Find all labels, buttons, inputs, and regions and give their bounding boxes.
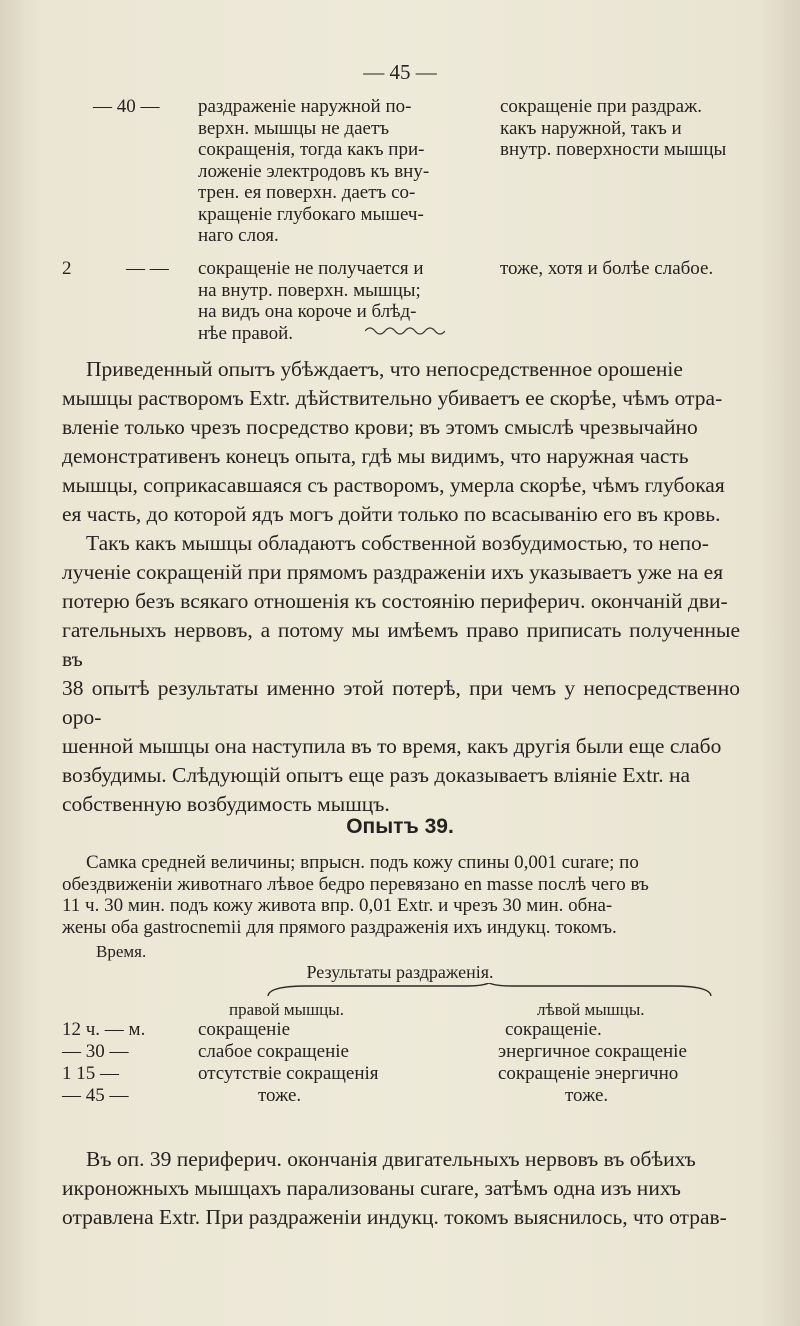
experiment-heading: Опытъ 39. bbox=[346, 815, 454, 838]
row2-dash: — — bbox=[126, 258, 169, 279]
squiggle-divider-icon bbox=[365, 325, 445, 337]
row1-right-text bbox=[500, 96, 770, 161]
results-label: Результаты раздраженія. bbox=[306, 962, 494, 982]
table-cell-right: слабое сокращеніе bbox=[198, 1041, 349, 1062]
text-line: 11 ч. 30 мин. подъ кожу живота впр. 0,01 Extr. и чрезъ 30 мин. обна- bbox=[62, 895, 613, 916]
text-line: наго слоя. bbox=[198, 225, 279, 246]
table-cell-left: сокращеніе. bbox=[505, 1019, 602, 1040]
paragraph-line: потерю безъ всякаго отношенія къ состоянію периферич. окончаній дви- bbox=[62, 589, 728, 613]
paragraph-line: 38 опытѣ результаты именно этой потерѣ, при чемъ у непосредственно оро- bbox=[62, 676, 740, 729]
row1-left-text bbox=[198, 96, 498, 247]
main-paragraph bbox=[62, 355, 740, 819]
paragraph-line: шенной мышцы она наступила въ то время, какъ другія были еще слабо bbox=[62, 734, 722, 758]
table-row-time: — 30 — bbox=[62, 1041, 129, 1062]
table-row-time: — 45 — bbox=[62, 1085, 129, 1106]
paragraph-line: отравлена Extr. При раздраженіи индукц. токомъ выяснилось, что отрав- bbox=[62, 1205, 727, 1229]
table-row-time: 12 ч. — м. bbox=[62, 1019, 146, 1040]
table-cell-left: энергичное сокращеніе bbox=[498, 1041, 687, 1062]
right-muscle-header: правой мышцы. bbox=[229, 1000, 344, 1019]
left-muscle-header: лѣвой мышцы. bbox=[537, 1000, 645, 1019]
paragraph-line: икроножныхъ мышцахъ парализованы curare, затѣмъ одна изъ нихъ bbox=[62, 1176, 681, 1200]
row2-number: 2 bbox=[62, 258, 72, 279]
final-paragraph bbox=[62, 1145, 740, 1232]
text-line: ложеніе электродовъ къ вну- bbox=[198, 160, 430, 182]
table-cell-left: сокращеніе энергично bbox=[498, 1063, 679, 1084]
text-line: тоже, хотя и болѣе слабое. bbox=[500, 258, 714, 279]
paragraph-line: Въ оп. 39 периферич. окончанія двигательныхъ нервовъ въ обѣихъ bbox=[86, 1147, 696, 1171]
text-line: обездвиженіи животнаго лѣвое бедро перевязано en masse послѣ чего въ bbox=[62, 873, 649, 895]
paragraph-line: мышцы, соприкасавшаяся съ растворомъ, умерла скорѣе, чѣмъ глубокая bbox=[62, 473, 725, 497]
table-cell-right: отсутствіе сокращенія bbox=[198, 1063, 379, 1084]
row1-number: — 40 — bbox=[93, 96, 160, 117]
text-line: какъ наружной, такъ и bbox=[500, 117, 682, 139]
paragraph-line: Такъ какъ мышцы обладаютъ собственной возбудимостью, то непо- bbox=[86, 531, 709, 555]
paragraph-line: вленіе только чрезъ посредство крови; въ этомъ смыслѣ чрезвычайно bbox=[62, 415, 698, 439]
brace-icon bbox=[267, 983, 712, 997]
table-row-time: 1 15 — bbox=[62, 1063, 119, 1084]
paragraph-line: мышцы растворомъ Extr. дѣйствительно убиваетъ ее скорѣе, чѣмъ отра- bbox=[62, 386, 723, 410]
paragraph-line: лученіе сокращеній при прямомъ раздраженіи ихъ указываетъ уже на ея bbox=[62, 560, 724, 584]
text-line: сокращенія, тогда какъ при- bbox=[198, 139, 425, 160]
text-line: Самка средней величины; впрысн. подъ кожу спины 0,001 curare; по bbox=[86, 852, 639, 873]
text-line: сокращеніе не получается и bbox=[198, 258, 424, 279]
time-label: Время. bbox=[96, 942, 147, 961]
text-line: трен. ея поверхн. даетъ со- bbox=[198, 182, 416, 203]
paragraph-line: собственную возбудимость мышцъ. bbox=[62, 792, 390, 816]
row2-left-text bbox=[198, 258, 498, 344]
text-line: на видъ она короче и блѣд- bbox=[198, 301, 417, 322]
table-cell-right: тоже. bbox=[258, 1085, 302, 1106]
text-line: жены оба gastrocnemii для прямого раздраженія ихъ индукц. токомъ. bbox=[62, 916, 617, 938]
page-number: — 45 — bbox=[363, 60, 437, 84]
text-line: на внутр. поверхн. мышцы; bbox=[198, 279, 421, 301]
text-line: кращеніе глубокаго мышеч- bbox=[198, 203, 424, 225]
row2-right-text bbox=[500, 258, 770, 280]
text-line: раздраженіе наружной по- bbox=[198, 96, 412, 117]
paragraph-line: гательныхъ нервовъ, а потому мы имѣемъ право приписать полученные въ bbox=[62, 618, 740, 671]
paragraph-line: возбудимы. Слѣдующій опытъ еще разъ доказываетъ вліяніе Extr. на bbox=[62, 763, 691, 787]
table-cell-right: сокращеніе bbox=[198, 1019, 291, 1040]
text-line: верхн. мышцы не даетъ bbox=[198, 117, 390, 139]
text-line: внутр. поверхности мышцы bbox=[500, 139, 727, 160]
table-cell-left: тоже. bbox=[565, 1085, 609, 1106]
text-line: нѣе правой. bbox=[198, 322, 294, 344]
paragraph-line: Приведенный опытъ убѣждаетъ, что непосредственное орошеніе bbox=[86, 357, 683, 381]
experiment-description bbox=[62, 852, 742, 938]
text-line: сокращеніе при раздраж. bbox=[500, 96, 702, 117]
paragraph-line: демонстративенъ конецъ опыта, гдѣ мы видимъ, что наружная часть bbox=[62, 444, 689, 468]
paragraph-line: ея часть, до которой ядъ могъ дойти только по всасыванію его въ кровь. bbox=[62, 502, 721, 526]
